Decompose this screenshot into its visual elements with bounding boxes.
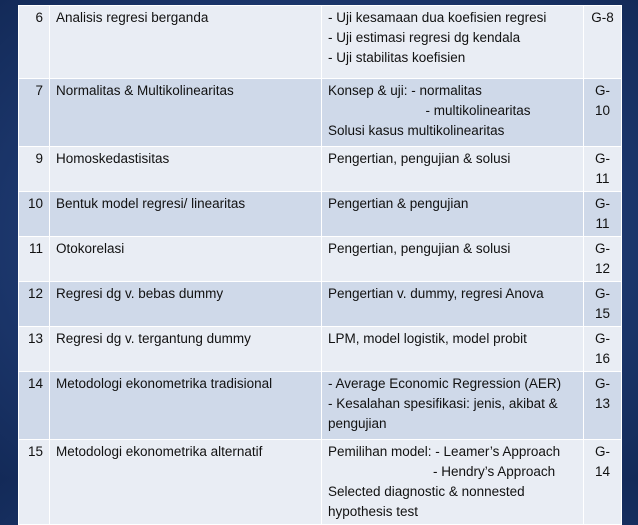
detail-line: Pengertian v. dummy, regresi Anova [328,286,544,301]
detail-cell [322,237,584,282]
row-number: 11 [19,237,50,282]
topic-cell: Metodologi ekonometrika tradisional [50,372,322,440]
detail-line: Konsep & uji: - normalitas [328,83,482,98]
topic-cell: Regresi dg v. tergantung dummy [50,327,322,372]
detail-line: Solusi kasus multikolinearitas [328,123,505,138]
topic-cell: Analisis regresi berganda [50,6,322,79]
reference-cell: G-12 [584,237,622,282]
reference-cell: G-11 [584,192,622,237]
detail-line: LPM, model logistik, model probit [328,331,527,346]
detail-cell [322,6,584,79]
detail-line: Pengertian, pengujian & solusi [328,241,511,256]
detail-line: - Uji kesamaan dua koefisien regresi [328,10,547,25]
reference-cell: G-15 [584,282,622,327]
reference-cell: G-11 [584,147,622,192]
detail-line: Selected diagnostic & nonnested [328,484,525,499]
topic-cell: Metodologi ekonometrika alternatif [50,440,322,525]
detail-cell [322,79,584,147]
row-number: 6 [19,6,50,79]
detail-line: Pengertian & pengujian [328,196,469,211]
table-row [19,282,622,327]
table-row [19,440,622,525]
reference-cell: G-16 [584,327,622,372]
reference-cell: G-14 [584,440,622,525]
detail-line: Pengertian, pengujian & solusi [328,151,511,166]
detail-cell [322,282,584,327]
table-row [19,79,622,147]
detail-line: - Kesalahan spesifikasi: jenis, akibat & [328,396,558,411]
row-number: 9 [19,147,50,192]
table-row [19,192,622,237]
detail-line: - multikolinearitas [328,103,531,118]
reference-cell: G-8 [584,6,622,79]
detail-line: - Uji stabilitas koefisien [328,50,466,65]
detail-line: - Hendry’s Approach [328,464,556,479]
row-number: 10 [19,192,50,237]
reference-cell: G-13 [584,372,622,440]
row-number: 7 [19,79,50,147]
topic-cell: Bentuk model regresi/ linearitas [50,192,322,237]
detail-cell [322,192,584,237]
table-row [19,372,622,440]
detail-cell [322,147,584,192]
topic-cell: Normalitas & Multikolinearitas [50,79,322,147]
detail-line: - Average Economic Regression (AER) [328,376,562,391]
topic-cell: Homoskedastisitas [50,147,322,192]
syllabus-table [18,5,622,525]
detail-line: hypothesis test [328,504,419,519]
table-row [19,327,622,372]
table-row [19,6,622,79]
detail-line: Pemilihan model: - Leamer’s Approach [328,444,561,459]
table-row [19,237,622,282]
topic-cell: Regresi dg v. bebas dummy [50,282,322,327]
row-number: 15 [19,440,50,525]
reference-cell: G-10 [584,79,622,147]
row-number: 14 [19,372,50,440]
table-row [19,147,622,192]
detail-line: pengujian [328,416,387,431]
detail-line: - Uji estimasi regresi dg kendala [328,30,521,45]
row-number: 13 [19,327,50,372]
detail-cell [322,440,584,525]
detail-cell [322,327,584,372]
detail-cell [322,372,584,440]
row-number: 12 [19,282,50,327]
topic-cell: Otokorelasi [50,237,322,282]
